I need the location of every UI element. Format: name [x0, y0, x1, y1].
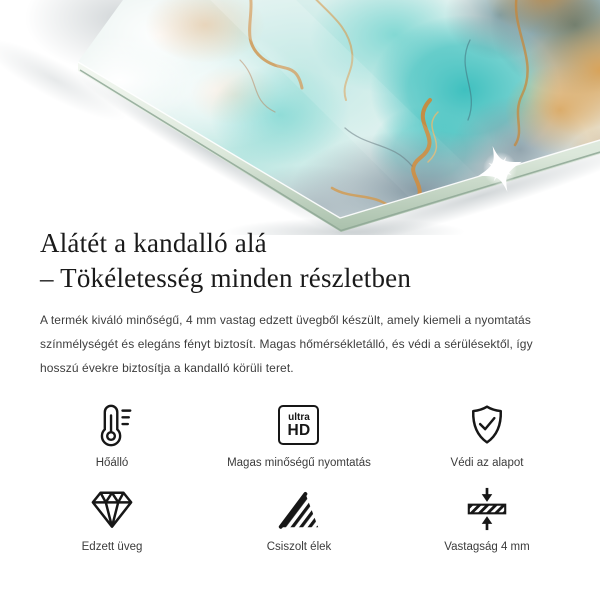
thickness-arrows-icon — [464, 486, 510, 532]
description-line: A termék kiváló minőségű, 4 mm vastag edzett üvegből készült, amely kiemeli a nyomtatás — [40, 313, 531, 327]
feature-polished-edges — [267, 486, 332, 554]
ultra-hd-icon — [278, 405, 319, 445]
feature-label: Hőálló — [95, 457, 129, 469]
thermometer-icon — [89, 402, 135, 448]
page-title-line2: – Tökéletesség minden részletben — [40, 263, 412, 293]
feature-label: Edzett üveg — [81, 541, 143, 553]
ultra-hd-icon-text-top: ultra — [288, 411, 310, 423]
feature-label: Vastagság 4 mm — [444, 541, 530, 553]
feature-thickness — [444, 486, 529, 554]
description-line: színmélységét és elegáns fényt biztosít. Magas hőmérsékletálló, és védi a sérülésektől, így — [40, 337, 533, 351]
feature-label: Csiszolt élek — [266, 541, 332, 553]
description-line: hosszú évekre biztosítja a kandalló körüli teret. — [40, 361, 294, 375]
feature-grid — [40, 402, 560, 554]
polished-edges-icon — [277, 486, 321, 532]
shield-check-icon — [465, 402, 509, 448]
product-hero-image — [0, 0, 600, 235]
feature-base-protection — [451, 402, 524, 470]
feature-tempered-glass — [82, 486, 143, 554]
diamond-icon — [89, 486, 135, 532]
feature-print-quality — [227, 402, 371, 470]
product-description — [40, 308, 600, 380]
glass-panel-illustration — [0, 0, 600, 235]
feature-label: Magas minőségű nyomtatás — [227, 457, 371, 469]
page-title — [40, 226, 411, 296]
feature-label: Védi az alapot — [450, 457, 524, 469]
feature-heat-resistant — [89, 402, 135, 470]
page-title-line1: Alátét a kandalló alá — [40, 228, 267, 258]
ultra-hd-icon-text-bottom: HD — [287, 421, 311, 439]
